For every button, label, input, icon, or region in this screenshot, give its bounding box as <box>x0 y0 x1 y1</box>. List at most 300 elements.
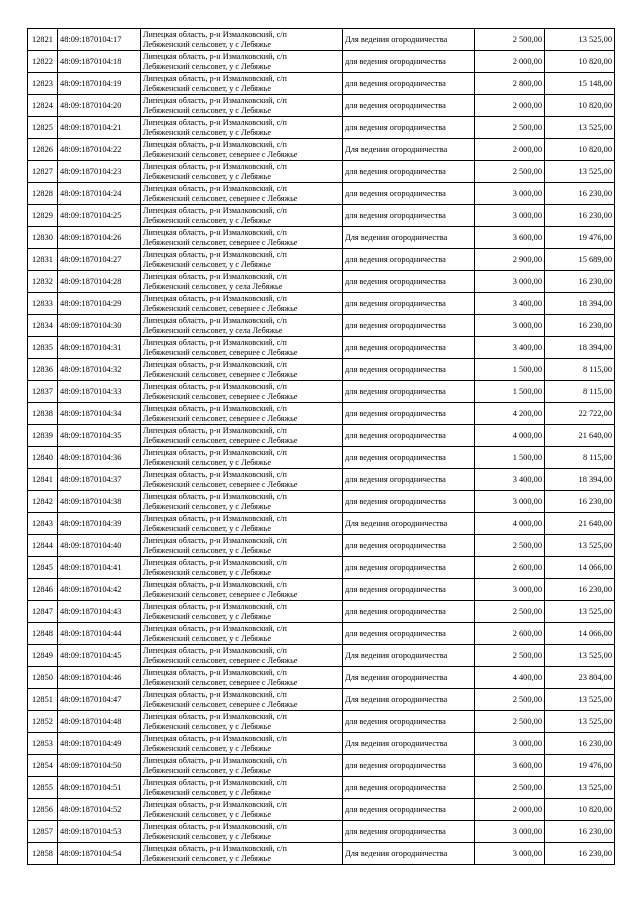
cadastral-number-cell: 48:09:1870104:47 <box>58 689 141 711</box>
land-use-cell: для ведения огородничества <box>343 205 475 227</box>
land-use-cell: для ведения огородничества <box>343 755 475 777</box>
address-line-2: Лебяженский сельсовет, севернее с Лебяжье <box>143 699 298 709</box>
row-number-cell: 12841 <box>28 469 58 491</box>
cadastral-value-cell: 15 689,00 <box>545 249 615 271</box>
cadastral-value-cell: 13 525,00 <box>545 777 615 799</box>
row-number-cell: 12822 <box>28 51 58 73</box>
address-line-2: Лебяженский сельсовет, у с Лебяжье <box>143 127 271 137</box>
address-line-2: Лебяженский сельсовет, у села Лебяжье <box>143 281 283 291</box>
table-row <box>28 161 615 183</box>
address-cell <box>141 139 343 161</box>
row-number-cell: 12828 <box>28 183 58 205</box>
cadastral-number-cell: 48:09:1870104:17 <box>58 29 141 51</box>
address-line-2: Лебяженский сельсовет, у с Лебяжье <box>143 501 271 511</box>
table-row <box>28 315 615 337</box>
table-body <box>28 29 615 865</box>
cadastral-value-cell: 13 525,00 <box>545 601 615 623</box>
area-cell: 1 500,00 <box>475 381 545 403</box>
address-cell <box>141 271 343 293</box>
address-line-1: Липецкая область, р-н Измалковский, с/п <box>143 117 287 127</box>
land-plots-table <box>27 28 615 865</box>
area-cell: 2 000,00 <box>475 95 545 117</box>
cadastral-value-cell: 8 115,00 <box>545 359 615 381</box>
cadastral-number-cell: 48:09:1870104:45 <box>58 645 141 667</box>
area-cell: 3 000,00 <box>475 843 545 865</box>
address-line-1: Липецкая область, р-н Измалковский, с/п <box>143 711 287 721</box>
area-cell: 3 400,00 <box>475 469 545 491</box>
row-number-cell: 12845 <box>28 557 58 579</box>
address-line-2: Лебяженский сельсовет, севернее с Лебяжье <box>143 655 298 665</box>
address-line-2: Лебяженский сельсовет, у с Лебяжье <box>143 611 271 621</box>
address-line-1: Липецкая область, р-н Измалковский, с/п <box>143 293 287 303</box>
land-use-cell: для ведения огородничества <box>343 623 475 645</box>
address-line-1: Липецкая область, р-н Измалковский, с/п <box>143 667 287 677</box>
address-line-1: Липецкая область, р-н Измалковский, с/п <box>143 425 287 435</box>
area-cell: 1 500,00 <box>475 447 545 469</box>
row-number-cell: 12833 <box>28 293 58 315</box>
cadastral-number-cell: 48:09:1870104:42 <box>58 579 141 601</box>
cadastral-value-cell: 10 820,00 <box>545 95 615 117</box>
table-row <box>28 117 615 139</box>
cadastral-value-cell: 22 722,00 <box>545 403 615 425</box>
cadastral-number-cell: 48:09:1870104:29 <box>58 293 141 315</box>
area-cell: 2 500,00 <box>475 535 545 557</box>
address-line-1: Липецкая область, р-н Измалковский, с/п <box>143 799 287 809</box>
table-row <box>28 557 615 579</box>
cadastral-number-cell: 48:09:1870104:43 <box>58 601 141 623</box>
address-line-2: Лебяженский сельсовет, у с Лебяжье <box>143 171 271 181</box>
cadastral-number-cell: 48:09:1870104:31 <box>58 337 141 359</box>
cadastral-value-cell: 14 066,00 <box>545 623 615 645</box>
row-number-cell: 12821 <box>28 29 58 51</box>
row-number-cell: 12832 <box>28 271 58 293</box>
land-use-cell: для ведения огородничества <box>343 711 475 733</box>
table-row <box>28 755 615 777</box>
row-number-cell: 12847 <box>28 601 58 623</box>
cadastral-number-cell: 48:09:1870104:52 <box>58 799 141 821</box>
cadastral-number-cell: 48:09:1870104:46 <box>58 667 141 689</box>
address-line-2: Лебяженский сельсовет, у с Лебяжье <box>143 83 271 93</box>
row-number-cell: 12858 <box>28 843 58 865</box>
address-line-1: Липецкая область, р-н Измалковский, с/п <box>143 491 287 501</box>
area-cell: 4 000,00 <box>475 513 545 535</box>
land-use-cell: для ведения огородничества <box>343 425 475 447</box>
table-row <box>28 183 615 205</box>
cadastral-number-cell: 48:09:1870104:49 <box>58 733 141 755</box>
address-line-1: Липецкая область, р-н Измалковский, с/п <box>143 777 287 787</box>
cadastral-value-cell: 8 115,00 <box>545 447 615 469</box>
address-cell <box>141 403 343 425</box>
cadastral-value-cell: 8 115,00 <box>545 381 615 403</box>
table-row <box>28 469 615 491</box>
cadastral-value-cell: 18 394,00 <box>545 293 615 315</box>
row-number-cell: 12840 <box>28 447 58 469</box>
row-number-cell: 12842 <box>28 491 58 513</box>
land-use-cell: Для ведения огородничества <box>343 667 475 689</box>
cadastral-number-cell: 48:09:1870104:19 <box>58 73 141 95</box>
cadastral-value-cell: 13 525,00 <box>545 161 615 183</box>
address-cell <box>141 469 343 491</box>
cadastral-number-cell: 48:09:1870104:33 <box>58 381 141 403</box>
cadastral-number-cell: 48:09:1870104:51 <box>58 777 141 799</box>
area-cell: 4 000,00 <box>475 425 545 447</box>
row-number-cell: 12854 <box>28 755 58 777</box>
land-use-cell: для ведения огородничества <box>343 293 475 315</box>
row-number-cell: 12853 <box>28 733 58 755</box>
address-cell <box>141 425 343 447</box>
address-cell <box>141 755 343 777</box>
table-row <box>28 337 615 359</box>
address-line-2: Лебяженский сельсовет, у с Лебяжье <box>143 545 271 555</box>
address-line-2: Лебяженский сельсовет, севернее с Лебяжье <box>143 677 298 687</box>
row-number-cell: 12835 <box>28 337 58 359</box>
area-cell: 2 500,00 <box>475 777 545 799</box>
land-use-cell: для ведения огородничества <box>343 799 475 821</box>
row-number-cell: 12843 <box>28 513 58 535</box>
cadastral-number-cell: 48:09:1870104:30 <box>58 315 141 337</box>
land-use-cell: Для ведения огородничества <box>343 513 475 535</box>
address-cell <box>141 205 343 227</box>
table-row <box>28 513 615 535</box>
area-cell: 2 500,00 <box>475 161 545 183</box>
area-cell: 2 600,00 <box>475 557 545 579</box>
area-cell: 2 600,00 <box>475 623 545 645</box>
cadastral-value-cell: 14 066,00 <box>545 557 615 579</box>
address-line-1: Липецкая область, р-н Измалковский, с/п <box>143 227 287 237</box>
cadastral-value-cell: 16 230,00 <box>545 733 615 755</box>
address-line-2: Лебяженский сельсовет, у с Лебяжье <box>143 523 271 533</box>
row-number-cell: 12824 <box>28 95 58 117</box>
address-line-1: Липецкая область, р-н Измалковский, с/п <box>143 403 287 413</box>
address-line-1: Липецкая область, р-н Измалковский, с/п <box>143 645 287 655</box>
table-row <box>28 799 615 821</box>
area-cell: 2 500,00 <box>475 29 545 51</box>
address-line-1: Липецкая область, р-н Измалковский, с/п <box>143 469 287 479</box>
row-number-cell: 12827 <box>28 161 58 183</box>
cadastral-value-cell: 10 820,00 <box>545 799 615 821</box>
table-row <box>28 535 615 557</box>
row-number-cell: 12838 <box>28 403 58 425</box>
address-cell <box>141 51 343 73</box>
cadastral-value-cell: 16 230,00 <box>545 491 615 513</box>
land-use-cell: Для ведения огородничества <box>343 843 475 865</box>
table-row <box>28 293 615 315</box>
address-cell <box>141 667 343 689</box>
land-use-cell: для ведения огородничества <box>343 337 475 359</box>
row-number-cell: 12852 <box>28 711 58 733</box>
land-use-cell: для ведения огородничества <box>343 447 475 469</box>
row-number-cell: 12851 <box>28 689 58 711</box>
address-cell <box>141 227 343 249</box>
address-line-2: Лебяженский сельсовет, у с Лебяжье <box>143 215 271 225</box>
cadastral-value-cell: 13 525,00 <box>545 711 615 733</box>
land-use-cell: Для ведения огородничества <box>343 29 475 51</box>
row-number-cell: 12848 <box>28 623 58 645</box>
address-cell <box>141 73 343 95</box>
address-cell <box>141 337 343 359</box>
table-row <box>28 359 615 381</box>
cadastral-value-cell: 16 230,00 <box>545 315 615 337</box>
address-cell <box>141 293 343 315</box>
table-row <box>28 73 615 95</box>
area-cell: 3 600,00 <box>475 227 545 249</box>
area-cell: 3 400,00 <box>475 293 545 315</box>
address-line-1: Липецкая область, р-н Измалковский, с/п <box>143 689 287 699</box>
address-cell <box>141 183 343 205</box>
address-cell <box>141 447 343 469</box>
cadastral-value-cell: 18 394,00 <box>545 337 615 359</box>
land-use-cell: для ведения огородничества <box>343 557 475 579</box>
land-use-cell: для ведения огородничества <box>343 403 475 425</box>
cadastral-number-cell: 48:09:1870104:21 <box>58 117 141 139</box>
address-line-1: Липецкая область, р-н Измалковский, с/п <box>143 51 287 61</box>
table-row <box>28 271 615 293</box>
address-line-2: Лебяженский сельсовет, севернее с Лебяжье <box>143 369 298 379</box>
row-number-cell: 12856 <box>28 799 58 821</box>
address-line-2: Лебяженский сельсовет, у с Лебяжье <box>143 809 271 819</box>
table-row <box>28 733 615 755</box>
address-line-2: Лебяженский сельсовет, у с Лебяжье <box>143 457 271 467</box>
cadastral-number-cell: 48:09:1870104:38 <box>58 491 141 513</box>
table-row <box>28 95 615 117</box>
address-cell <box>141 689 343 711</box>
area-cell: 3 000,00 <box>475 205 545 227</box>
address-line-1: Липецкая область, р-н Измалковский, с/п <box>143 755 287 765</box>
area-cell: 2 900,00 <box>475 249 545 271</box>
land-use-cell: для ведения огородничества <box>343 821 475 843</box>
row-number-cell: 12846 <box>28 579 58 601</box>
address-cell <box>141 623 343 645</box>
address-line-2: Лебяженский сельсовет, у с Лебяжье <box>143 105 271 115</box>
address-cell <box>141 95 343 117</box>
address-cell <box>141 29 343 51</box>
cadastral-value-cell: 15 148,00 <box>545 73 615 95</box>
table-row <box>28 51 615 73</box>
land-use-cell: для ведения огородничества <box>343 161 475 183</box>
address-cell <box>141 579 343 601</box>
cadastral-value-cell: 13 525,00 <box>545 535 615 557</box>
cadastral-value-cell: 18 394,00 <box>545 469 615 491</box>
address-line-1: Липецкая область, р-н Измалковский, с/п <box>143 161 287 171</box>
cadastral-value-cell: 13 525,00 <box>545 117 615 139</box>
area-cell: 2 500,00 <box>475 117 545 139</box>
area-cell: 4 400,00 <box>475 667 545 689</box>
address-line-1: Липецкая область, р-н Измалковский, с/п <box>143 205 287 215</box>
land-use-cell: для ведения огородничества <box>343 469 475 491</box>
address-line-1: Липецкая область, р-н Измалковский, с/п <box>143 73 287 83</box>
cadastral-value-cell: 23 804,00 <box>545 667 615 689</box>
cadastral-value-cell: 16 230,00 <box>545 821 615 843</box>
land-use-cell: для ведения огородничества <box>343 51 475 73</box>
table-row <box>28 29 615 51</box>
row-number-cell: 12823 <box>28 73 58 95</box>
area-cell: 3 000,00 <box>475 183 545 205</box>
address-line-1: Липецкая область, р-н Измалковский, с/п <box>143 271 287 281</box>
cadastral-number-cell: 48:09:1870104:41 <box>58 557 141 579</box>
address-line-1: Липецкая область, р-н Измалковский, с/п <box>143 843 287 853</box>
table-row <box>28 667 615 689</box>
cadastral-value-cell: 16 230,00 <box>545 271 615 293</box>
land-use-cell: для ведения огородничества <box>343 491 475 513</box>
cadastral-number-cell: 48:09:1870104:44 <box>58 623 141 645</box>
cadastral-value-cell: 13 525,00 <box>545 689 615 711</box>
address-line-1: Липецкая область, р-н Измалковский, с/п <box>143 535 287 545</box>
table-row <box>28 249 615 271</box>
address-line-2: Лебяженский сельсовет, севернее с Лебяжье <box>143 391 298 401</box>
table-row <box>28 425 615 447</box>
address-line-1: Липецкая область, р-н Измалковский, с/п <box>143 623 287 633</box>
cadastral-value-cell: 21 640,00 <box>545 425 615 447</box>
land-use-cell: для ведения огородничества <box>343 601 475 623</box>
table-row <box>28 491 615 513</box>
land-use-cell: для ведения огородничества <box>343 535 475 557</box>
cadastral-number-cell: 48:09:1870104:39 <box>58 513 141 535</box>
area-cell: 3 000,00 <box>475 315 545 337</box>
land-use-cell: Для ведения огородничества <box>343 733 475 755</box>
cadastral-number-cell: 48:09:1870104:28 <box>58 271 141 293</box>
address-cell <box>141 711 343 733</box>
address-line-1: Липецкая область, р-н Измалковский, с/п <box>143 95 287 105</box>
cadastral-number-cell: 48:09:1870104:25 <box>58 205 141 227</box>
address-cell <box>141 117 343 139</box>
address-cell <box>141 161 343 183</box>
address-cell <box>141 843 343 865</box>
cadastral-number-cell: 48:09:1870104:50 <box>58 755 141 777</box>
address-line-1: Липецкая область, р-н Измалковский, с/п <box>143 29 287 39</box>
area-cell: 3 000,00 <box>475 579 545 601</box>
cadastral-number-cell: 48:09:1870104:35 <box>58 425 141 447</box>
address-cell <box>141 513 343 535</box>
table-row <box>28 601 615 623</box>
land-use-cell: для ведения огородничества <box>343 117 475 139</box>
address-line-1: Липецкая область, р-н Измалковский, с/п <box>143 447 287 457</box>
land-use-cell: для ведения огородничества <box>343 183 475 205</box>
address-line-1: Липецкая область, р-н Измалковский, с/п <box>143 337 287 347</box>
address-line-1: Липецкая область, р-н Измалковский, с/п <box>143 557 287 567</box>
address-line-2: Лебяженский сельсовет, у с Лебяжье <box>143 721 271 731</box>
row-number-cell: 12855 <box>28 777 58 799</box>
land-use-cell: для ведения огородничества <box>343 777 475 799</box>
cadastral-number-cell: 48:09:1870104:20 <box>58 95 141 117</box>
row-number-cell: 12829 <box>28 205 58 227</box>
area-cell: 1 500,00 <box>475 359 545 381</box>
area-cell: 2 500,00 <box>475 711 545 733</box>
address-line-2: Лебяженский сельсовет, севернее с Лебяжье <box>143 149 298 159</box>
address-cell <box>141 557 343 579</box>
cadastral-number-cell: 48:09:1870104:34 <box>58 403 141 425</box>
cadastral-number-cell: 48:09:1870104:37 <box>58 469 141 491</box>
table-row <box>28 623 615 645</box>
address-cell <box>141 645 343 667</box>
cadastral-value-cell: 21 640,00 <box>545 513 615 535</box>
address-cell <box>141 535 343 557</box>
table-row <box>28 205 615 227</box>
row-number-cell: 12839 <box>28 425 58 447</box>
table-row <box>28 777 615 799</box>
land-use-cell: для ведения огородничества <box>343 359 475 381</box>
cadastral-value-cell: 16 230,00 <box>545 205 615 227</box>
address-line-2: Лебяженский сельсовет, севернее с Лебяжье <box>143 413 298 423</box>
cadastral-number-cell: 48:09:1870104:53 <box>58 821 141 843</box>
address-line-1: Липецкая область, р-н Измалковский, с/п <box>143 359 287 369</box>
table-row <box>28 579 615 601</box>
cadastral-value-cell: 19 476,00 <box>545 755 615 777</box>
row-number-cell: 12857 <box>28 821 58 843</box>
table-row <box>28 843 615 865</box>
address-cell <box>141 491 343 513</box>
land-use-cell: для ведения огородничества <box>343 249 475 271</box>
land-use-cell: Для ведения огородничества <box>343 645 475 667</box>
address-cell <box>141 315 343 337</box>
table-row <box>28 821 615 843</box>
row-number-cell: 12826 <box>28 139 58 161</box>
cadastral-value-cell: 10 820,00 <box>545 139 615 161</box>
cadastral-number-cell: 48:09:1870104:54 <box>58 843 141 865</box>
row-number-cell: 12836 <box>28 359 58 381</box>
table-row <box>28 689 615 711</box>
address-line-2: Лебяженский сельсовет, севернее с Лебяжье <box>143 347 298 357</box>
address-cell <box>141 249 343 271</box>
address-line-2: Лебяженский сельсовет, у с Лебяжье <box>143 567 271 577</box>
area-cell: 3 000,00 <box>475 821 545 843</box>
area-cell: 2 800,00 <box>475 73 545 95</box>
area-cell: 3 000,00 <box>475 491 545 513</box>
land-use-cell: Для ведения огородничества <box>343 227 475 249</box>
cadastral-value-cell: 16 230,00 <box>545 843 615 865</box>
area-cell: 2 000,00 <box>475 799 545 821</box>
cadastral-value-cell: 13 525,00 <box>545 29 615 51</box>
address-cell <box>141 799 343 821</box>
cadastral-number-cell: 48:09:1870104:23 <box>58 161 141 183</box>
address-line-2: Лебяженский сельсовет, севернее с Лебяжье <box>143 479 298 489</box>
cadastral-number-cell: 48:09:1870104:32 <box>58 359 141 381</box>
area-cell: 2 000,00 <box>475 51 545 73</box>
table-row <box>28 711 615 733</box>
area-cell: 4 200,00 <box>475 403 545 425</box>
address-line-2: Лебяженский сельсовет, у с Лебяжье <box>143 61 271 71</box>
address-cell <box>141 359 343 381</box>
address-line-1: Липецкая область, р-н Измалковский, с/п <box>143 513 287 523</box>
address-line-2: Лебяженский сельсовет, севернее с Лебяжье <box>143 237 298 247</box>
address-cell <box>141 777 343 799</box>
table-row <box>28 645 615 667</box>
table-row <box>28 139 615 161</box>
address-line-2: Лебяженский сельсовет, севернее с Лебяжье <box>143 589 298 599</box>
table-row <box>28 227 615 249</box>
area-cell: 3 000,00 <box>475 733 545 755</box>
row-number-cell: 12850 <box>28 667 58 689</box>
land-use-cell: для ведения огородничества <box>343 73 475 95</box>
address-line-2: Лебяженский сельсовет, севернее с Лебяжье <box>143 303 298 313</box>
address-cell <box>141 733 343 755</box>
land-use-cell: для ведения огородничества <box>343 579 475 601</box>
area-cell: 2 500,00 <box>475 645 545 667</box>
address-line-1: Липецкая область, р-н Измалковский, с/п <box>143 183 287 193</box>
area-cell: 2 500,00 <box>475 689 545 711</box>
address-line-2: Лебяженский сельсовет, у села Лебяжье <box>143 325 283 335</box>
address-line-2: Лебяженский сельсовет, севернее с Лебяжье <box>143 435 298 445</box>
row-number-cell: 12825 <box>28 117 58 139</box>
row-number-cell: 12844 <box>28 535 58 557</box>
row-number-cell: 12831 <box>28 249 58 271</box>
cadastral-number-cell: 48:09:1870104:27 <box>58 249 141 271</box>
cadastral-value-cell: 16 230,00 <box>545 183 615 205</box>
address-cell <box>141 381 343 403</box>
cadastral-number-cell: 48:09:1870104:40 <box>58 535 141 557</box>
address-line-1: Липецкая область, р-н Измалковский, с/п <box>143 249 287 259</box>
address-line-1: Липецкая область, р-н Измалковский, с/п <box>143 579 287 589</box>
address-cell <box>141 601 343 623</box>
